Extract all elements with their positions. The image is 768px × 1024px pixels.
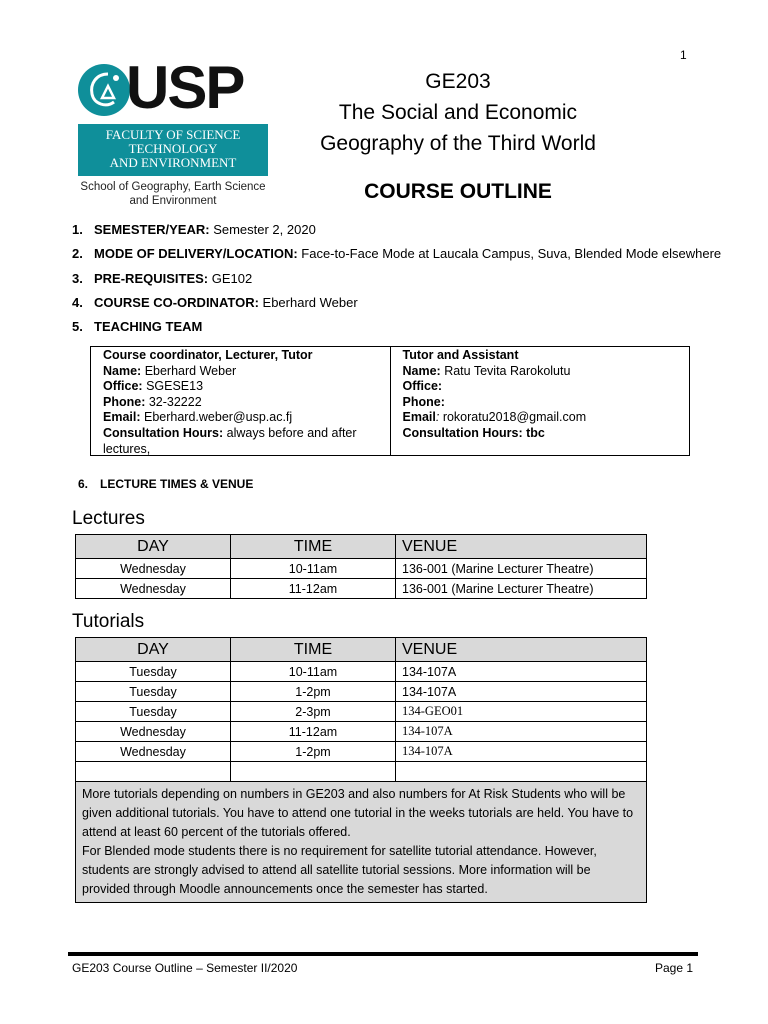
course-title: GE203 The Social and Economic Geography of the Third World (320, 70, 596, 155)
tutor-email[interactable]: rokoratu2018@gmail.com (439, 410, 587, 425)
table-row: Wednesday 10-11am 136-001 (Marine Lecturer Theatre) (76, 559, 647, 579)
table-row: Tuesday 1-2pm 134-107A (76, 682, 647, 702)
table-row: Tuesday 10-11am 134-107A (76, 662, 647, 682)
item-semester: 1. SEMESTER/YEAR: Semester 2, 2020 (72, 222, 316, 237)
item-coordinator: 4. COURSE CO-ORDINATOR: Eberhard Weber (72, 295, 358, 310)
tutorial-note-p2: For Blended mode students there is no requirement for satellite tutorial attendance. However, students are strongly advised to attend all satellite tutorial sessions. More information will be provided through Moodle announcements once the semester has started. (82, 844, 597, 896)
tutorials-heading: Tutorials (72, 611, 145, 632)
tutorial-note-p1: More tutorials depending on numbers in GE203 and also numbers for At Risk Students who will be given additional tutorials. You have to attend one tutorial in the weeks tutorials are held. You have to attend at least 60 percent of the tutorials offered. (82, 787, 634, 839)
footer-rule (68, 952, 698, 956)
col-time: TIME (231, 638, 396, 662)
item-teaching-team: 5. TEACHING TEAM (72, 319, 203, 334)
footer-course: GE203 Course Outline – Semester II/2020 (72, 961, 298, 975)
outline-heading: COURSE OUTLINE (364, 180, 552, 203)
table-row: Tuesday 2-3pm 134-GEO01 (76, 702, 647, 722)
team-tutor-cell: Tutor and Assistant Name: Ratu Tevita Rarokolutu Office: Phone: Email: rokoratu2018@gmail.com Consultation Hours: tbc (390, 347, 690, 455)
empty-row (76, 762, 647, 782)
lectures-table (75, 534, 647, 599)
logo-faculty-band: FACULTY OF SCIENCE TECHNOLOGY AND ENVIRONMENT (78, 124, 268, 176)
col-time: TIME (231, 535, 396, 559)
table-row: Wednesday 11-12am 136-001 (Marine Lecturer Theatre) (76, 579, 647, 599)
teaching-team-table (90, 346, 690, 456)
page-number-top: 1 (680, 48, 687, 62)
col-day: DAY (76, 638, 231, 662)
logo-school-name: School of Geography, Earth Science and Environment (80, 181, 266, 207)
usp-emblem-icon (78, 64, 130, 116)
coordinator-email[interactable]: Eberhard.weber@usp.ac.fj (140, 410, 293, 425)
item-prerequisites: 3. PRE-REQUISITES: GE102 (72, 271, 253, 286)
col-venue: VENUE (396, 535, 647, 559)
col-day: DAY (76, 535, 231, 559)
col-venue: VENUE (396, 638, 647, 662)
tutorial-note-row (76, 782, 647, 903)
logo-wordmark: USP (126, 54, 244, 121)
table-row: Wednesday 11-12am 134-107A (76, 722, 647, 742)
usp-logo (78, 54, 268, 209)
item-delivery: 2. MODE OF DELIVERY/LOCATION: Face-to-Face Mode at Laucala Campus, Suva, Blended Mode elsewhere (72, 246, 722, 261)
table-row: Wednesday 1-2pm 134-107A (76, 742, 647, 762)
section-lecture-times: 6. LECTURE TIMES & VENUE (78, 477, 254, 491)
tutorials-table (75, 637, 647, 903)
footer-page-number: Page 1 (655, 961, 694, 975)
team-coordinator-cell: Course coordinator, Lecturer, Tutor Name: Eberhard Weber Office: SGESE13 Phone: 32-32222 Email: Eberhard.weber@usp.ac.fj Consultation Hours: always before and after lectures, (103, 348, 357, 456)
lectures-heading: Lectures (72, 508, 145, 529)
